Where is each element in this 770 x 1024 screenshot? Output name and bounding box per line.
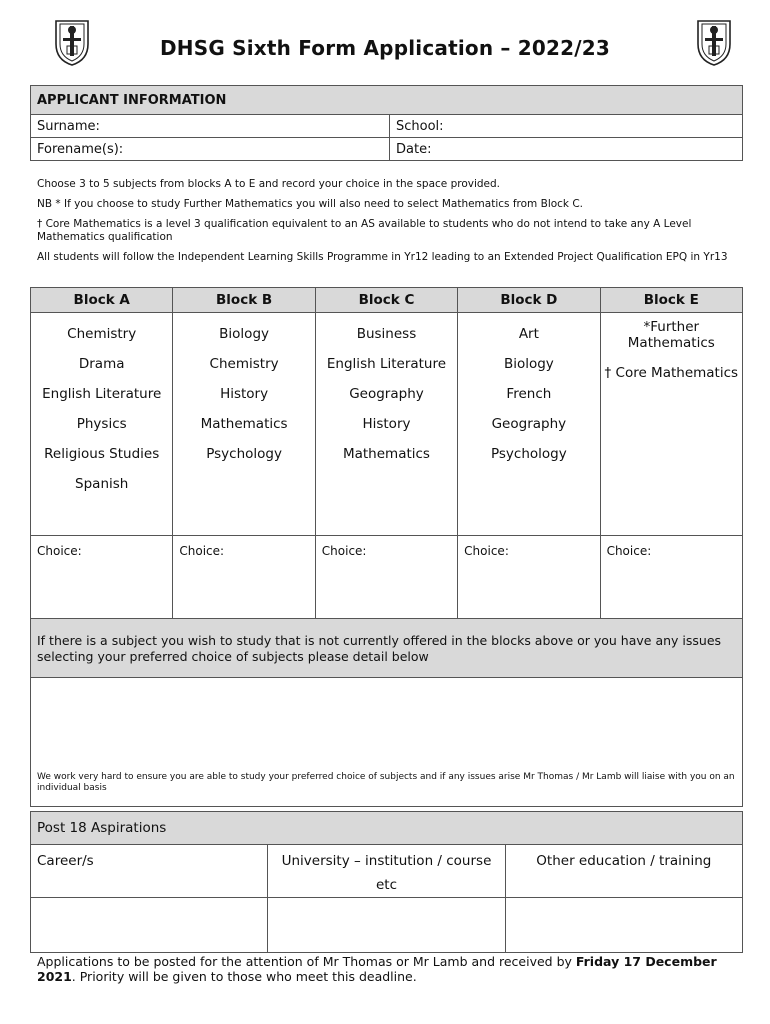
deadline-date: Friday 17 December 2021 [37,954,717,984]
subject-item: Psychology [491,446,567,462]
subject-item: Mathematics [200,416,288,432]
subject-item: † Core Mathematics [604,365,739,381]
issues-answer-box[interactable] [31,678,743,807]
surname-field[interactable]: Surname: [31,115,390,138]
block-d-header: Block D [458,288,600,313]
further-maths-note: NB * If you choose to study Further Mathematics you will also need to select Mathematics from Block C. [37,198,584,210]
date-field[interactable]: Date: [390,138,743,161]
applicant-heading: APPLICANT INFORMATION [31,86,743,115]
subject-item: Physics [76,416,127,432]
subject-blocks-table [30,287,743,623]
subject-item: Biology [219,326,269,342]
applicant-information-table [30,85,743,161]
block-d-choice[interactable]: Choice: [458,536,600,623]
subject-item: Geography [491,416,567,432]
block-c-choice[interactable]: Choice: [315,536,457,623]
block-c-subjects [315,313,457,536]
subject-item: Biology [503,356,554,372]
issues-question: If there is a subject you wish to study that is not currently offered in the blocks above or you have any issues selecting your preferred choice of subjects please detail below [31,619,743,678]
other-education-field[interactable] [505,898,742,953]
university-column-header: University – institution / course etc [268,845,505,898]
post-18-aspirations-table [30,811,743,953]
subject-item: Psychology [206,446,282,462]
other-education-column-header: Other education / training [505,845,742,898]
career-column-header: Career/s [31,845,268,898]
epq-note: All students will follow the Independent Learning Skills Programme in Yr12 leading to an Extended Project Qualification EPQ in Yr13 [37,251,728,263]
subject-item: Mathematics [342,446,430,462]
subject-item: Spanish [75,476,129,492]
block-e-choice[interactable]: Choice: [600,536,742,623]
subject-item: Chemistry [67,326,137,342]
school-field[interactable]: School: [390,115,743,138]
subject-item: History [362,416,411,432]
submission-note-text: Applications to be posted for the attention of Mr Thomas or Mr Lamb and received by [37,954,576,969]
subject-item: Chemistry [209,356,279,372]
subject-item: Art [518,326,539,342]
issues-note: We work very hard to ensure you are able to study your preferred choice of subjects and if any issues arise Mr Thomas / Mr Lamb will liaise with you on an individual basis [37,772,735,793]
subject-item: French [506,386,552,402]
subject-issues-table [30,618,743,807]
subject-item: English Literature [326,356,447,372]
subject-item: English Literature [42,386,162,402]
forename-field[interactable]: Forename(s): [31,138,390,161]
subject-item: *Further Mathematics [627,319,715,351]
subject-item: History [220,386,269,402]
block-a-subjects [31,313,173,536]
core-maths-note: † Core Mathematics is a level 3 qualification equivalent to an AS available to students who do not intend to take any A Level Mathematics qualification [37,218,692,243]
subject-item: Business [356,326,417,342]
submission-note [37,954,747,984]
aspirations-heading: Post 18 Aspirations [31,812,743,845]
subject-item: Drama [78,356,125,372]
block-e-subjects [600,313,742,536]
block-b-choice[interactable]: Choice: [173,536,315,623]
university-field[interactable] [268,898,505,953]
block-e-header: Block E [600,288,742,313]
priority-note: . Priority will be given to those who meet this deadline. [71,969,417,984]
block-d-subjects [458,313,600,536]
block-a-header: Block A [31,288,173,313]
career-field[interactable] [31,898,268,953]
block-b-subjects [173,313,315,536]
block-b-header: Block B [173,288,315,313]
subject-item: Religious Studies [44,446,160,462]
block-a-choice[interactable]: Choice: [31,536,173,623]
block-c-header: Block C [315,288,457,313]
instruction-note: Choose 3 to 5 subjects from blocks A to E and record your choice in the space provided. [37,178,501,190]
subject-item: Geography [349,386,424,402]
page-title: DHSG Sixth Form Application – 2022/23 [160,36,610,60]
